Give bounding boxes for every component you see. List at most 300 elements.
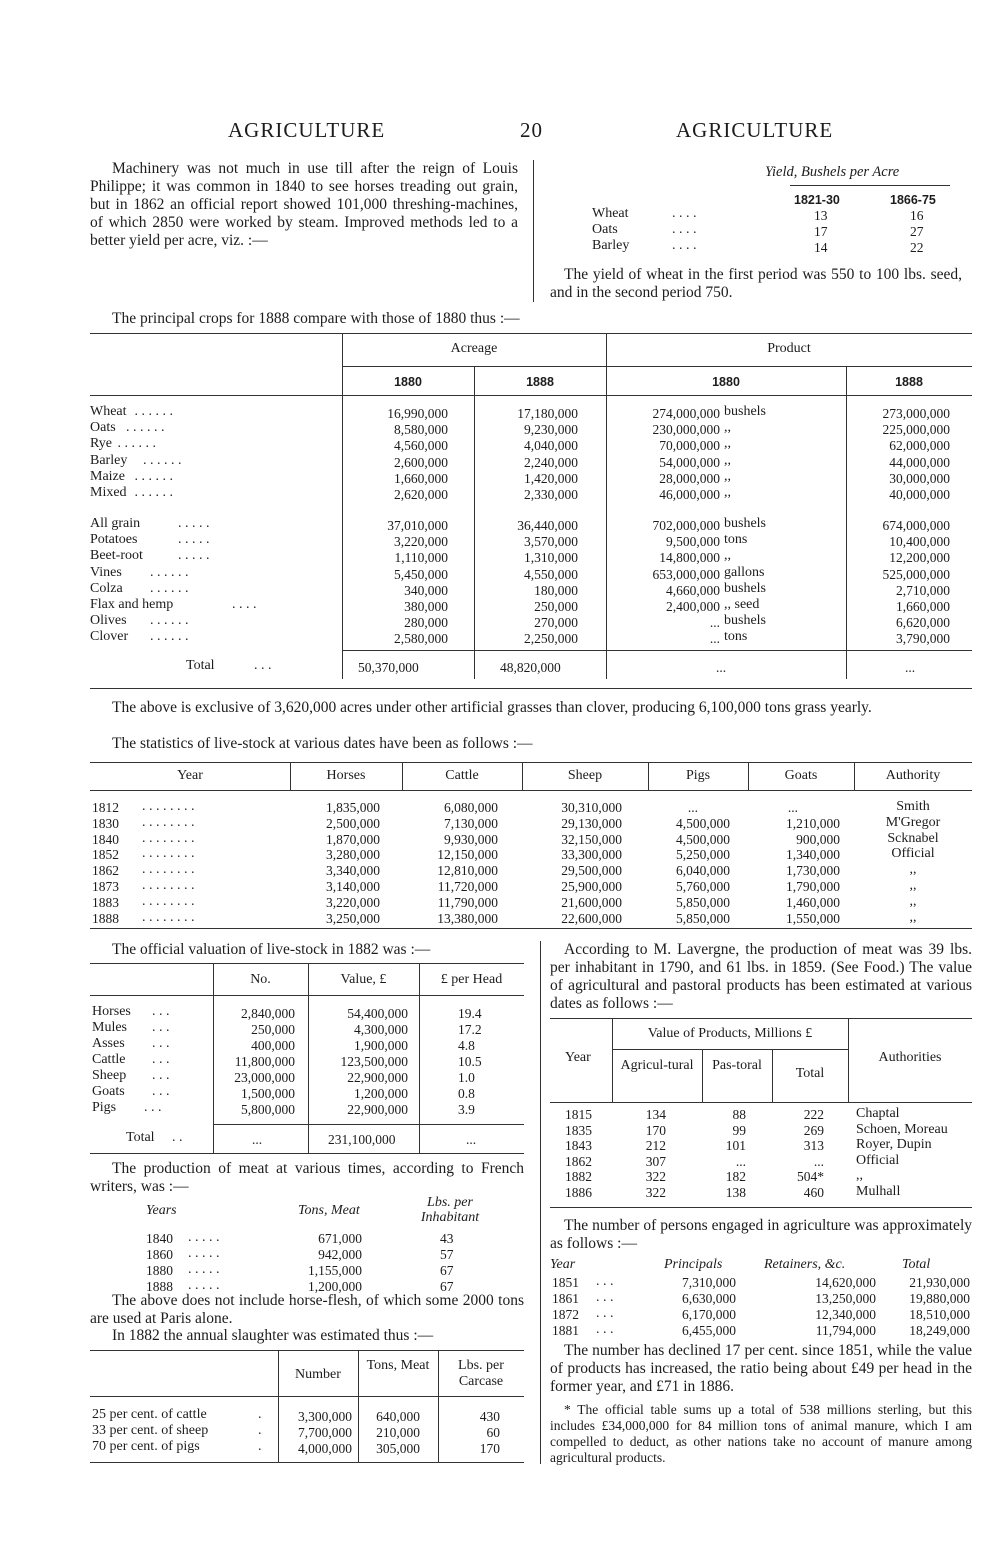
livestock-year: 1830: [92, 815, 119, 831]
leader-dots: . . .: [144, 1100, 162, 1115]
leader-dots: . . .: [152, 1052, 170, 1067]
crops-total-a88: 48,820,000: [500, 660, 561, 675]
products-authority: Schoen, Moreau: [856, 1121, 948, 1137]
yield-period-2: 1866-75: [890, 193, 936, 207]
leader-dots: . . .: [596, 1274, 614, 1289]
meat-years-header: Years: [146, 1203, 177, 1218]
livestock-year: 1888: [92, 910, 119, 926]
leader-dots: . . . .: [672, 206, 697, 221]
slaughter-number: 7,700,000: [298, 1425, 352, 1440]
crop-name: Oats: [90, 420, 116, 436]
leader-dots: .: [258, 1439, 262, 1454]
crop-product-1888: 6,620,000: [896, 615, 950, 631]
products-pastoral: 99: [732, 1122, 746, 1138]
products-pastoral: 101: [725, 1138, 746, 1153]
products-year: 1835: [565, 1122, 592, 1138]
yield-value-1: 14: [814, 240, 828, 255]
livestock-cattle: 12,810,000: [437, 863, 498, 879]
persons-retainers-header: Retainers, &c.: [764, 1257, 846, 1272]
livestock-horses: 2,500,000: [326, 815, 380, 831]
acreage-header: Acreage: [450, 341, 498, 356]
yield-crop: Barley: [592, 238, 630, 253]
products-pastoral: 182: [725, 1169, 746, 1184]
crop-product-unit: bushels: [724, 580, 766, 596]
livestock-horses: 1,835,000: [326, 800, 380, 815]
livestock-pigs: 5,760,000: [676, 879, 730, 894]
livestock-sheep: 29,130,000: [561, 815, 622, 831]
livestock-goats: 1,340,000: [786, 847, 840, 863]
acreage-1888-header: 1888: [526, 375, 554, 389]
crop-product-1880: 54,000,000: [659, 454, 720, 470]
persons-year: 1851: [552, 1275, 579, 1290]
livestock-header: Sheep: [567, 768, 603, 783]
valuation-perhead: 17.2: [458, 1022, 482, 1037]
products-agricultural: 212: [645, 1138, 666, 1153]
livestock-cattle: 13,380,000: [437, 910, 498, 926]
crop-product-1888: 12,200,000: [889, 550, 950, 566]
crop-acreage-1880: 16,990,000: [387, 406, 448, 421]
crop-acreage-1888: 4,550,000: [524, 566, 578, 582]
products-total: 504*: [797, 1169, 824, 1184]
crop-product-unit: tons: [724, 532, 748, 548]
crop-product-1880: 46,000,000: [659, 487, 720, 502]
persons-retainers: 12,340,000: [815, 1307, 876, 1322]
crop-product-unit: gallons: [724, 564, 765, 580]
persons-total: 19,880,000: [909, 1291, 970, 1306]
crops-total-label: Total: [186, 658, 215, 673]
livestock-goats: 1,790,000: [786, 879, 840, 894]
livestock-pigs: 5,850,000: [676, 910, 730, 926]
slaughter-lbs: 170: [479, 1441, 500, 1456]
meat-inhabitant-header: Inhabitant: [420, 1210, 480, 1225]
products-agricultural: 134: [645, 1107, 666, 1122]
slaughter-lbs-header: Lbs. per Carcase: [458, 1358, 504, 1389]
meat-lbs-per-inhabitant: 67: [440, 1263, 454, 1278]
livestock-sheep: 22,600,000: [561, 910, 622, 926]
crop-product-1880: ...: [709, 615, 720, 631]
crop-acreage-1880: 3,220,000: [394, 534, 448, 550]
products-authority: Chaptal: [856, 1106, 900, 1121]
valuation-value: 123,500,000: [340, 1054, 408, 1069]
crop-name: All grain: [90, 516, 141, 531]
valuation-total-label: Total: [126, 1130, 155, 1145]
crop-acreage-1888: 9,230,000: [524, 422, 578, 438]
yield-value-1: 13: [814, 208, 828, 223]
livestock-goats: 1,730,000: [786, 863, 840, 879]
leader-dots: . . . . . . . .: [142, 814, 195, 830]
livestock-header: Authority: [885, 768, 941, 783]
intro-paragraph: Machinery was not much in use till after the reign of Louis Philippe; it was common in 1840 to see horses treading out grain, but in 1862 an official report showed 101,000 threshing-machines, of which 2850 were worked by steam. Improved methods led to a better yield per acre, viz. :—: [90, 160, 518, 249]
acreage-1880-header: 1880: [394, 375, 422, 389]
leader-dots: . . .: [596, 1322, 614, 1337]
livestock-year: 1852: [92, 847, 119, 863]
crop-acreage-1888: 4,040,000: [524, 438, 578, 454]
leader-dots: . . . . . .: [150, 613, 189, 629]
yield-value-2: 27: [910, 224, 924, 239]
yield-crop: Oats: [592, 222, 618, 237]
crop-acreage-1880: 380,000: [404, 599, 448, 614]
crop-product-1888: 44,000,000: [889, 454, 950, 470]
livestock-authority: Scknabel: [887, 830, 939, 846]
livestock-year: 1840: [92, 831, 119, 847]
yield-title: Yield, Bushels per Acre: [765, 164, 900, 180]
crop-product-1880: 2,400,000: [666, 599, 720, 614]
products-agricultural: 322: [645, 1184, 666, 1200]
crop-product-1888: 30,000,000: [889, 470, 950, 486]
crop-acreage-1888: 36,440,000: [517, 518, 578, 533]
persons-year: 1881: [552, 1323, 579, 1338]
crop-product-1880: 14,800,000: [659, 550, 720, 566]
products-agricultural: 307: [645, 1153, 666, 1169]
leader-dots: . . . . . .: [150, 629, 189, 645]
crop-acreage-1880: 280,000: [404, 615, 448, 631]
valuation-total-perhead: ...: [466, 1132, 477, 1147]
crop-acreage-1880: 2,580,000: [394, 631, 448, 647]
livestock-year: 1873: [92, 879, 119, 894]
valuation-value: 22,900,000: [347, 1070, 408, 1085]
horseflesh-note: The above does not include horse-flesh, of which some 2000 tons are used at Paris alone.: [90, 1292, 524, 1327]
persons-year-header: Year: [550, 1257, 576, 1272]
products-agricultural: 170: [645, 1122, 666, 1138]
crop-acreage-1888: 270,000: [534, 615, 578, 631]
crop-product-1888: 2,710,000: [896, 582, 950, 598]
valuation-value: 1,200,000: [354, 1086, 408, 1101]
crop-acreage-1880: 5,450,000: [394, 566, 448, 582]
products-group-header: Value of Products, Millions £: [647, 1026, 813, 1041]
persons-retainers: 14,620,000: [815, 1275, 876, 1290]
crop-product-unit: ,,: [724, 452, 731, 468]
leader-dots: . . .: [596, 1290, 614, 1305]
persons-year: 1872: [552, 1307, 579, 1322]
footnote: * The official table sums up a total of 538 millions sterling, but this includes £34,000,000 for 84 million tons of animal manure, which I am compelled to deduct, as other nations take no account of manure among agricultural products.: [550, 1402, 972, 1465]
yield-value-1: 17: [814, 224, 828, 239]
livestock-sheep: 32,150,000: [561, 831, 622, 847]
leader-dots: . . . . . . . .: [142, 799, 195, 814]
yield-note: The yield of wheat in the first period was 550 to 100 lbs. seed, and in the second period 750.: [550, 266, 962, 301]
valuation-value: 22,900,000: [347, 1102, 408, 1117]
leader-dots: . . . .: [672, 222, 697, 237]
crop-product-unit: ,,: [724, 436, 731, 452]
crop-product-1888: 1,660,000: [896, 599, 950, 614]
livestock-header: Horses: [326, 768, 366, 783]
valuation-value: 54,400,000: [347, 1006, 408, 1021]
valuation-number: 400,000: [251, 1038, 295, 1053]
yield-value-2: 16: [910, 208, 924, 223]
persons-total-header: Total: [902, 1257, 931, 1272]
livestock-authority: ,,: [909, 862, 917, 878]
slaughter-tons: 640,000: [376, 1409, 420, 1424]
livestock-header: Pigs: [685, 768, 711, 783]
leader-dots: . . . . . .: [143, 452, 182, 468]
valuation-perhead: 0.8: [458, 1086, 475, 1101]
products-authority: Official: [856, 1152, 900, 1168]
valuation-perhead: 4.8: [458, 1038, 475, 1053]
livestock-cattle: 12,150,000: [437, 847, 498, 863]
leader-dots: . . . . .: [188, 1246, 220, 1261]
header-right: AGRICULTURE: [676, 118, 834, 142]
livestock-pigs: 4,500,000: [676, 815, 730, 831]
products-year: 1862: [565, 1153, 592, 1169]
meat-tons: 1,200,000: [308, 1279, 362, 1294]
meat-tons: 671,000: [318, 1231, 362, 1246]
persons-intro: The number of persons engaged in agriculture was approximately as follows :—: [550, 1217, 972, 1252]
products-year-header: Year: [565, 1050, 591, 1065]
leader-dots: . . . . . .: [134, 404, 173, 419]
crop-acreage-1888: 2,240,000: [524, 454, 578, 470]
livestock-authority: ,,: [909, 909, 917, 925]
page-number: 20: [520, 118, 543, 142]
livestock-pigs: ...: [687, 800, 698, 815]
products-year: 1843: [565, 1138, 592, 1153]
livestock-cattle: 7,130,000: [444, 815, 498, 831]
crop-product-1888: 273,000,000: [882, 406, 950, 421]
livestock-year: 1883: [92, 894, 119, 910]
crop-name: Mixed: [90, 485, 127, 500]
valuation-animal: Goats: [92, 1084, 125, 1099]
leader-dots: . . . .: [672, 238, 697, 253]
crop-name: Vines: [90, 564, 122, 580]
header-left: AGRICULTURE: [228, 118, 386, 142]
products-pastoral: 88: [732, 1107, 746, 1122]
crop-product-1880: 653,000,000: [652, 566, 720, 582]
valuation-total-no: ...: [252, 1132, 263, 1147]
valuation-animal: Horses: [92, 1004, 131, 1019]
leader-dots: . . . . . .: [150, 564, 189, 580]
crops-total-p80: ...: [716, 660, 727, 675]
persons-principals: 6,170,000: [682, 1307, 736, 1322]
leader-dots: . . . . . .: [117, 436, 156, 452]
livestock-header: Cattle: [445, 768, 479, 783]
livestock-horses: 1,870,000: [326, 831, 380, 847]
livestock-pigs: 6,040,000: [676, 863, 730, 879]
valuation-perhead: 19.4: [458, 1006, 482, 1021]
products-total-header: Total: [795, 1066, 825, 1081]
livestock-sheep: 21,600,000: [561, 894, 622, 910]
products-agri-header: Agricul-tural: [620, 1058, 694, 1073]
crop-product-1880: 28,000,000: [659, 470, 720, 486]
valuation-animal: Cattle: [92, 1052, 126, 1067]
products-year: 1882: [565, 1169, 592, 1184]
livestock-authority: Official: [891, 846, 935, 862]
crop-name: Flax and hemp: [90, 597, 174, 612]
products-pastoral-header: Pas-toral: [712, 1058, 762, 1073]
product-1880-header: 1880: [712, 375, 740, 389]
crop-product-unit: bushels: [724, 613, 766, 629]
livestock-cattle: 11,790,000: [437, 894, 498, 910]
crop-acreage-1880: 4,560,000: [394, 438, 448, 454]
crop-product-1880: 230,000,000: [652, 422, 720, 438]
leader-dots: . . .: [152, 1084, 170, 1099]
crop-acreage-1880: 340,000: [404, 582, 448, 598]
livestock-sheep: 30,310,000: [561, 800, 622, 815]
livestock-goats: 1,550,000: [786, 910, 840, 926]
crop-product-unit: bushels: [724, 516, 766, 531]
meat-tons: 1,155,000: [308, 1263, 362, 1278]
persons-total: 18,249,000: [909, 1323, 970, 1338]
livestock-sheep: 29,500,000: [561, 863, 622, 879]
leader-dots: . . . . . .: [134, 485, 173, 500]
products-total: 313: [803, 1138, 824, 1153]
crop-product-1888: 3,790,000: [896, 631, 950, 647]
crop-product-unit: bushels: [724, 404, 766, 419]
livestock-sheep: 25,900,000: [561, 879, 622, 894]
crop-product-1880: 9,500,000: [666, 534, 720, 550]
livestock-horses: 3,220,000: [326, 894, 380, 910]
products-total: 269: [803, 1122, 824, 1138]
livestock-horses: 3,250,000: [326, 910, 380, 926]
crop-product-1880: 702,000,000: [652, 518, 720, 533]
valuation-no-header: No.: [250, 972, 271, 987]
valuation-perhead: 3.9: [458, 1102, 475, 1117]
slaughter-intro: In 1882 the annual slaughter was estimated thus :—: [112, 1327, 434, 1344]
crop-product-1888: 525,000,000: [882, 566, 950, 582]
leader-dots: . . . . .: [178, 548, 210, 564]
crop-product-1880: ...: [709, 631, 720, 647]
products-authorities-header: Authorities: [878, 1050, 942, 1065]
leader-dots: . . .: [596, 1306, 614, 1321]
leader-dots: . . . . .: [178, 516, 210, 531]
leader-dots: . . . . . . . .: [142, 909, 195, 925]
crop-acreage-1888: 180,000: [534, 582, 578, 598]
crop-acreage-1880: 1,660,000: [394, 470, 448, 486]
valuation-number: 2,840,000: [241, 1006, 295, 1021]
leader-dots: .: [258, 1423, 262, 1438]
meat-lbs-header: Lbs. per: [427, 1195, 473, 1210]
products-authority: ,,: [856, 1168, 863, 1183]
slaughter-category: 25 per cent. of cattle: [92, 1407, 207, 1422]
leader-dots: . . . . . .: [134, 468, 173, 484]
livestock-goats: ...: [787, 800, 798, 815]
leader-dots: . . . . .: [178, 532, 210, 548]
crop-product-unit: ,,: [724, 548, 731, 564]
slaughter-category: 70 per cent. of pigs: [92, 1439, 200, 1454]
crop-name: Colza: [90, 580, 123, 596]
livestock-pigs: 4,500,000: [676, 831, 730, 847]
leader-dots: . . . . .: [188, 1278, 220, 1293]
livestock-cattle: 6,080,000: [444, 800, 498, 815]
meat-year: 1860: [146, 1247, 173, 1262]
persons-year: 1861: [552, 1291, 579, 1306]
livestock-pigs: 5,250,000: [676, 847, 730, 863]
livestock-authority: Smith: [896, 799, 930, 814]
livestock-header: Year: [177, 768, 203, 783]
crop-name: Maize: [90, 468, 125, 484]
persons-total: 21,930,000: [909, 1275, 970, 1290]
products-agricultural: 322: [645, 1169, 666, 1184]
valuation-perhead-header: £ per Head: [440, 972, 503, 987]
livestock-goats: 1,460,000: [786, 894, 840, 910]
livestock-header: Goats: [784, 768, 818, 783]
livestock-intro: The statistics of live-stock at various dates have been as follows :—: [112, 735, 533, 752]
valuation-value: 4,300,000: [354, 1022, 408, 1037]
livestock-cattle: 9,930,000: [444, 831, 498, 847]
leader-dots: . . . . . . . .: [142, 846, 195, 862]
livestock-horses: 3,280,000: [326, 847, 380, 863]
livestock-cattle: 11,720,000: [437, 879, 498, 894]
crop-product-1880: 274,000,000: [652, 406, 720, 421]
meat-year: 1880: [146, 1263, 173, 1278]
crop-product-1888: 62,000,000: [889, 438, 950, 454]
slaughter-tons: 305,000: [376, 1441, 420, 1456]
valuation-number: 5,800,000: [241, 1102, 295, 1117]
crop-acreage-1888: 2,250,000: [524, 631, 578, 647]
crop-product-1888: 225,000,000: [882, 422, 950, 438]
crop-acreage-1888: 2,330,000: [524, 487, 578, 502]
product-1888-header: 1888: [895, 375, 923, 389]
livestock-authority: M'Gregor: [885, 814, 941, 830]
persons-total: 18,510,000: [909, 1307, 970, 1322]
slaughter-tons: 210,000: [376, 1425, 420, 1440]
leader-dots: . . . . .: [188, 1262, 220, 1277]
valuation-animal: Asses: [92, 1036, 125, 1051]
persons-principals-header: Principals: [664, 1257, 723, 1272]
crop-acreage-1880: 1,110,000: [394, 550, 448, 566]
leader-dots: . . . .: [232, 597, 257, 612]
meat-lbs-per-inhabitant: 67: [440, 1279, 454, 1294]
valuation-animal: Mules: [92, 1020, 127, 1035]
crop-name: Wheat: [90, 404, 127, 419]
leader-dots: . . .: [152, 1004, 170, 1019]
slaughter-tons-header: Tons, Meat: [366, 1358, 430, 1373]
valuation-intro: The official valuation of live-stock in 1882 was :—: [112, 941, 431, 958]
meat-tons-header: Tons, Meat: [298, 1203, 360, 1218]
crop-name: Clover: [90, 629, 129, 645]
valuation-number: 23,000,000: [234, 1070, 295, 1085]
products-authority: Royer, Dupin: [856, 1137, 932, 1152]
crop-name: Rye: [90, 436, 112, 452]
livestock-authority: ,,: [909, 893, 917, 909]
crop-product-unit: tons: [724, 629, 748, 645]
crop-name: Olives: [90, 613, 127, 629]
leader-dots: . . . . . .: [150, 580, 189, 596]
products-total: 222: [803, 1107, 824, 1122]
leader-dots: .: [258, 1407, 262, 1422]
meat-year: 1888: [146, 1279, 173, 1294]
crop-acreage-1880: 8,580,000: [394, 422, 448, 438]
products-pastoral: 138: [725, 1184, 746, 1200]
meat-tons: 942,000: [318, 1247, 362, 1262]
crops-total-a80: 50,370,000: [358, 660, 419, 675]
slaughter-category: 33 per cent. of sheep: [92, 1423, 209, 1438]
valuation-value: 1,900,000: [354, 1038, 408, 1053]
crop-product-1888: 674,000,000: [882, 518, 950, 533]
leader-dots: . . . . . . . .: [142, 862, 195, 878]
products-pastoral: ...: [735, 1153, 746, 1169]
yield-crop: Wheat: [592, 206, 629, 221]
crop-acreage-1888: 1,310,000: [524, 550, 578, 566]
persons-principals: 6,630,000: [682, 1291, 736, 1306]
crop-product-unit: ,,: [724, 468, 731, 484]
meat-lbs-per-inhabitant: 43: [440, 1231, 454, 1246]
crop-acreage-1880: 2,620,000: [394, 487, 448, 502]
products-year: 1815: [565, 1107, 592, 1122]
valuation-perhead: 10.5: [458, 1054, 482, 1069]
crops-intro: The principal crops for 1888 compare with those of 1880 thus :—: [112, 310, 520, 327]
meat-year: 1840: [146, 1231, 173, 1246]
valuation-animal: Pigs: [92, 1100, 117, 1115]
lavergne-paragraph: According to M. Lavergne, the production of meat was 39 lbs. per inhabitant in 1790, and 61 lbs. in 1859. (See Food.) The value of agricultural and pastoral products has been estimated at various dates as follows :—: [550, 941, 972, 1012]
valuation-total-value: 231,100,000: [328, 1132, 396, 1147]
livestock-horses: 3,140,000: [326, 879, 380, 894]
decline-note: The number has declined 17 per cent. since 1851, while the value of products has increased, the ratio being about £49 per head in the former year, and £71 in 1886.: [550, 1342, 972, 1395]
meat-intro: The production of meat at various times, according to French writers, was :—: [90, 1160, 524, 1195]
valuation-animal: Sheep: [92, 1068, 127, 1083]
persons-principals: 7,310,000: [682, 1275, 736, 1290]
livestock-goats: 1,210,000: [786, 815, 840, 831]
leader-dots: . . . . . .: [126, 420, 165, 436]
crop-acreage-1880: 37,010,000: [387, 518, 448, 533]
products-total: 460: [803, 1184, 824, 1200]
